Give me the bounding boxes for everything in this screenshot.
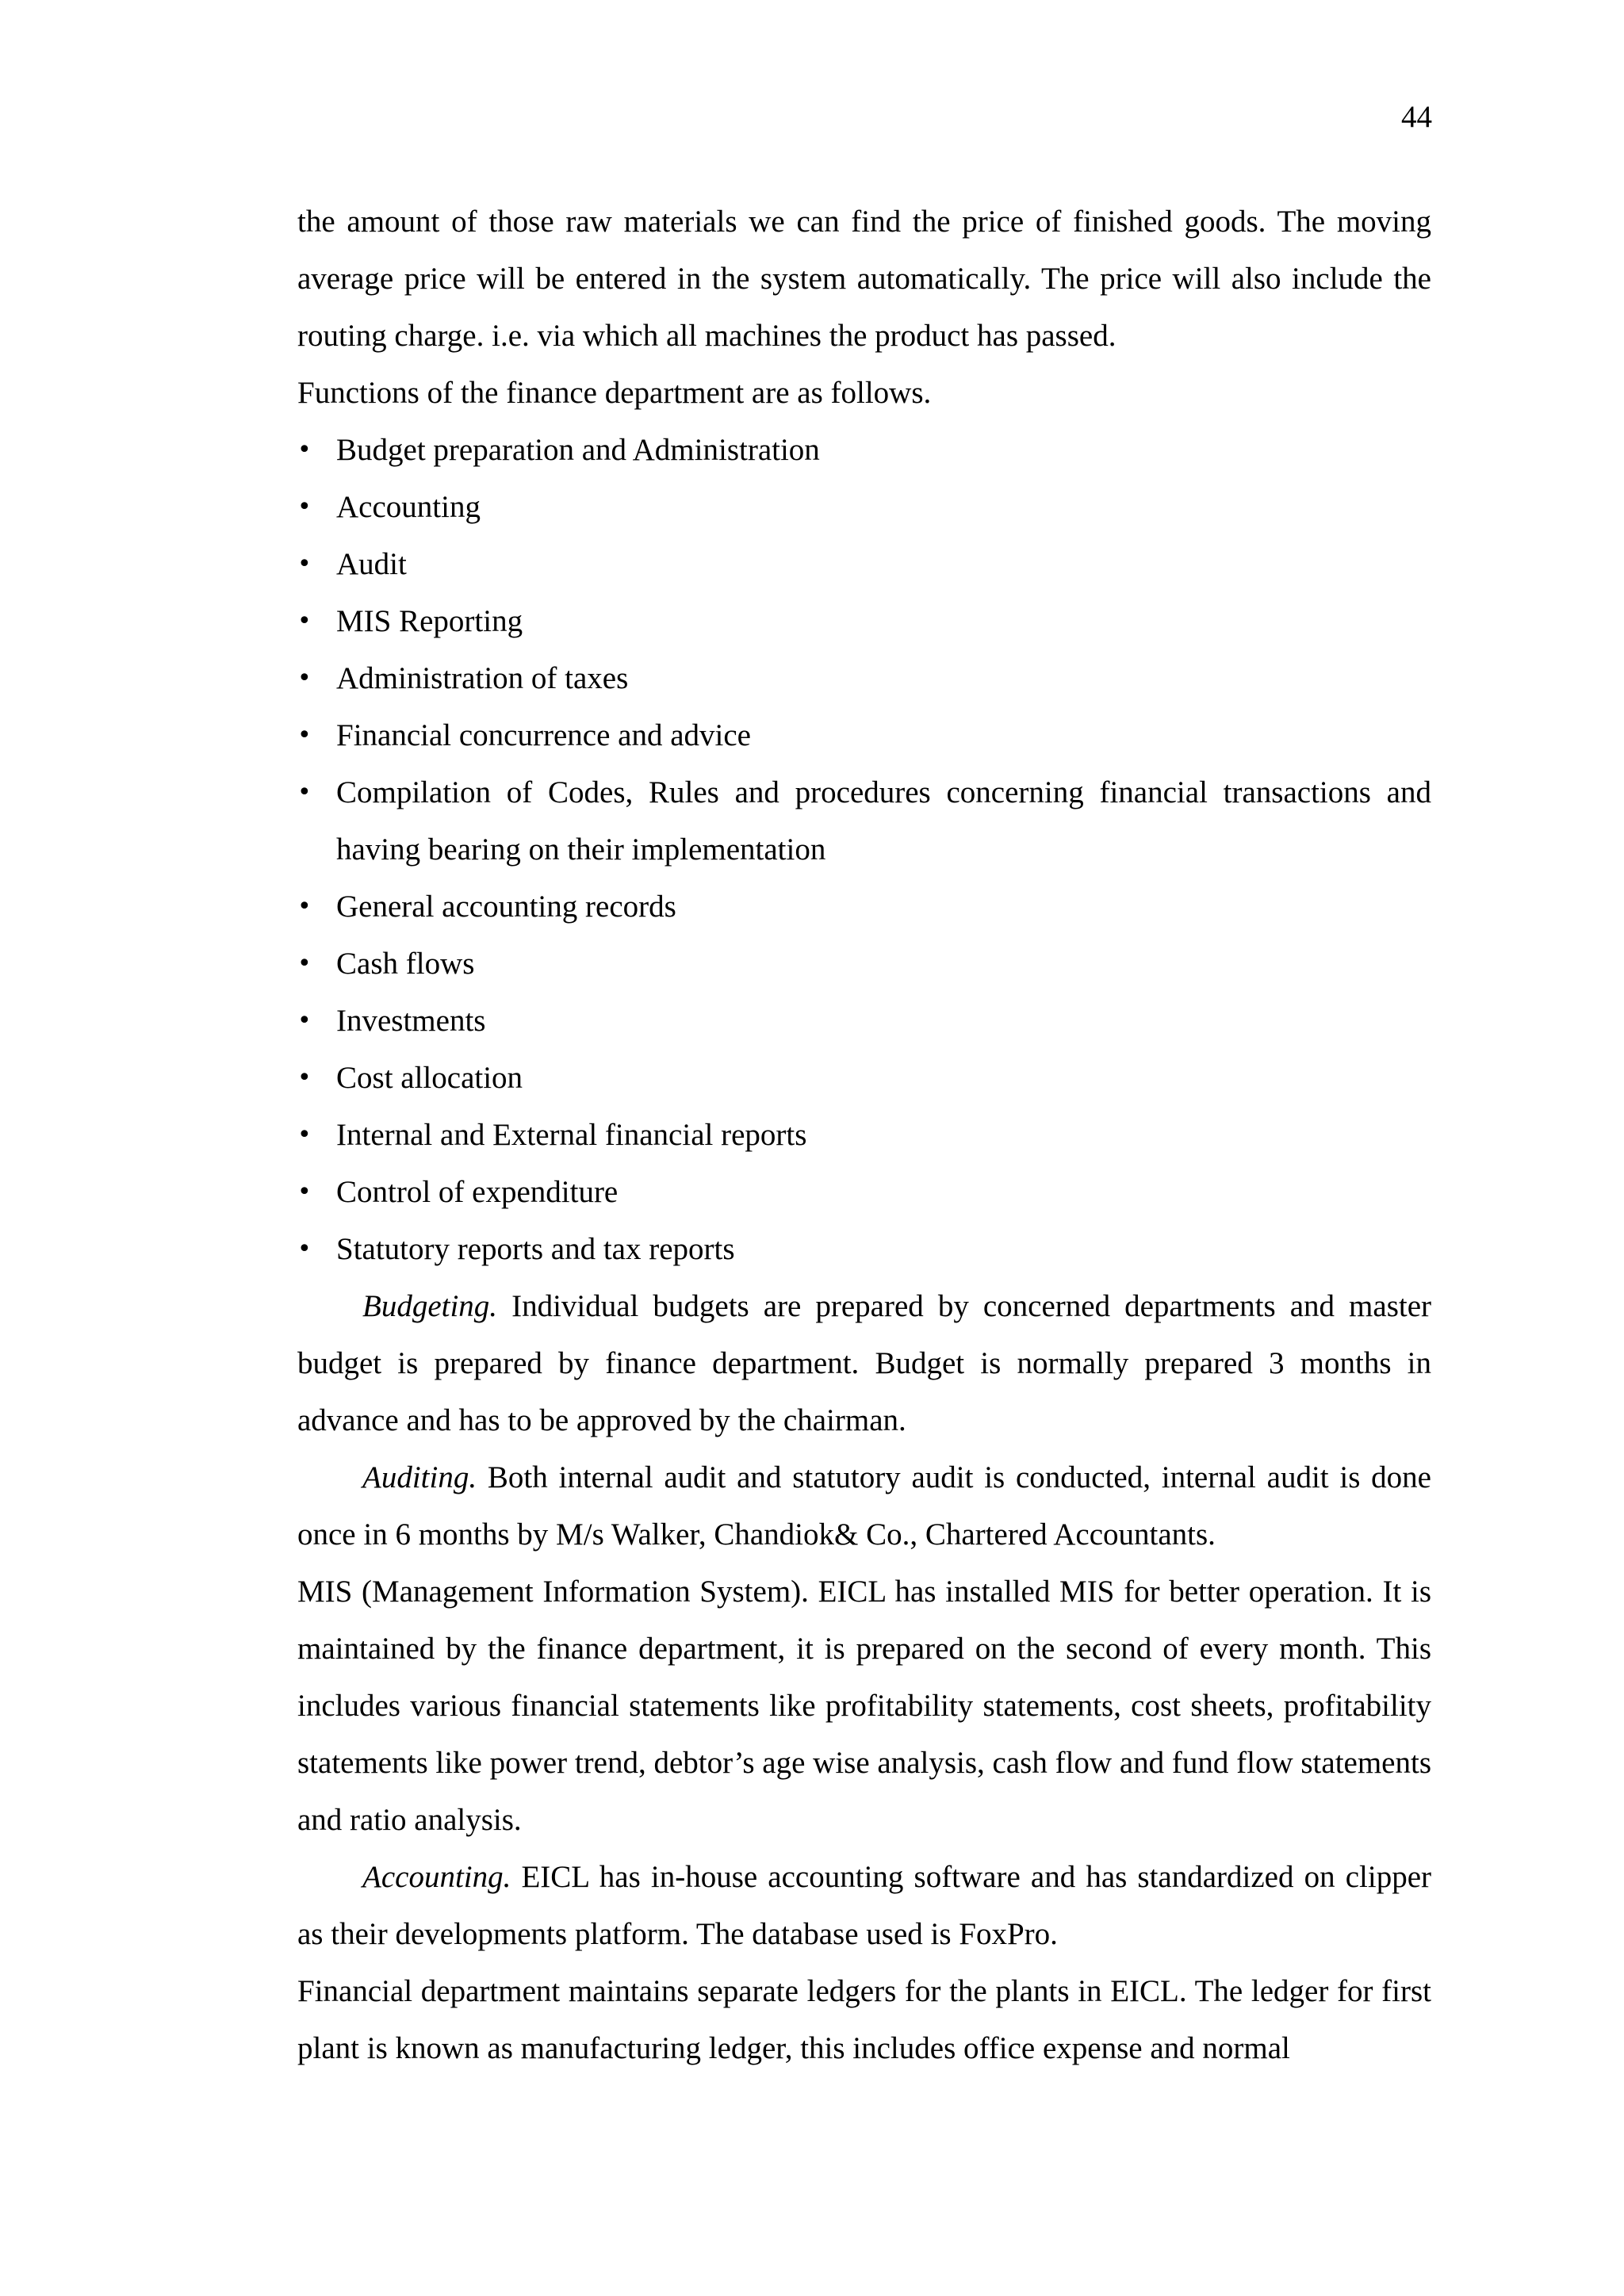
page-content bbox=[297, 193, 1431, 2077]
bullet-icon: • bbox=[297, 950, 312, 978]
bullet-icon: • bbox=[297, 1121, 312, 1149]
list-item-text: Budget preparation and Administration bbox=[336, 433, 820, 467]
bullet-icon: • bbox=[297, 1235, 312, 1263]
ledger-paragraph: Financial department maintains separate ledgers for the plants in EICL. The ledger for first plant is known as manufacturing ledger, this includes office expense and normal bbox=[297, 1974, 1431, 2065]
list-item bbox=[297, 422, 1431, 479]
accounting-heading: Accounting. bbox=[362, 1860, 511, 1894]
list-item bbox=[297, 993, 1431, 1050]
list-item bbox=[297, 593, 1431, 650]
auditing-paragraph bbox=[297, 1449, 1431, 1563]
bullet-icon: • bbox=[297, 1178, 312, 1206]
list-item-text: Cost allocation bbox=[336, 1061, 523, 1095]
auditing-heading: Auditing. bbox=[362, 1460, 477, 1494]
list-item-text: MIS Reporting bbox=[336, 604, 523, 638]
list-item bbox=[297, 1221, 1431, 1278]
list-item bbox=[297, 479, 1431, 536]
list-item bbox=[297, 650, 1431, 707]
list-item bbox=[297, 936, 1431, 993]
list-item-text: Accounting bbox=[336, 490, 481, 524]
budgeting-heading: Budgeting. bbox=[362, 1289, 498, 1323]
bullet-icon: • bbox=[297, 1007, 312, 1035]
bullet-icon: • bbox=[297, 607, 312, 635]
list-item bbox=[297, 764, 1431, 878]
bullet-icon: • bbox=[297, 493, 312, 521]
list-item bbox=[297, 1164, 1431, 1221]
functions-list bbox=[297, 422, 1431, 1278]
page-number: 44 bbox=[1401, 100, 1432, 134]
bullet-icon: • bbox=[297, 436, 312, 464]
list-item-text: Cash flows bbox=[336, 947, 475, 981]
list-item-text: Control of expenditure bbox=[336, 1175, 619, 1209]
list-item-text: Investments bbox=[336, 1004, 486, 1038]
bullet-icon: • bbox=[297, 779, 312, 806]
mis-paragraph: MIS (Management Information System). EICL has installed MIS for better operation. It is maintained by the finance department, it is prepared on the second of every month. This includes various financial statements like profitability statements, cost sheets, profitability statements like power trend, debtor’s age wise analysis, cash flow and fund flow statements and ratio analysis. bbox=[297, 1575, 1431, 1837]
list-item-text: Audit bbox=[336, 547, 407, 581]
list-item-text: Internal and External financial reports bbox=[336, 1118, 807, 1152]
bullet-icon: • bbox=[297, 1064, 312, 1092]
list-item bbox=[297, 707, 1431, 764]
list-item-text: Financial concurrence and advice bbox=[336, 718, 751, 752]
list-item bbox=[297, 1050, 1431, 1107]
budgeting-text: Individual budgets are prepared by concerned departments and master budget is prepared by finance department. Budget is normally prepared 3 months in advance and has to be approved by the chairman. bbox=[297, 1289, 1431, 1437]
list-item-text: Statutory reports and tax reports bbox=[336, 1232, 735, 1266]
bullet-icon: • bbox=[297, 664, 312, 692]
accounting-text: EICL has in-house accounting software and has standardized on clipper as their developments platform. The database used is FoxPro. bbox=[297, 1860, 1431, 1951]
list-item bbox=[297, 1107, 1431, 1164]
functions-intro: Functions of the finance department are as follows. bbox=[297, 376, 932, 410]
accounting-paragraph bbox=[297, 1849, 1431, 1963]
bullet-icon: • bbox=[297, 550, 312, 578]
bullet-icon: • bbox=[297, 893, 312, 920]
list-item-text: Administration of taxes bbox=[336, 661, 629, 695]
list-item-text: Compilation of Codes, Rules and procedures concerning financial transactions and having bearing on their implementation bbox=[336, 775, 1431, 867]
bullet-icon: • bbox=[297, 721, 312, 749]
list-item bbox=[297, 536, 1431, 593]
list-item bbox=[297, 878, 1431, 936]
auditing-text: Both internal audit and statutory audit is conducted, internal audit is done once in 6 months by M/s Walker, Chandiok& Co., Chartered Accountants. bbox=[297, 1460, 1431, 1552]
list-item-text: General accounting records bbox=[336, 890, 676, 924]
intro-paragraph: the amount of those raw materials we can find the price of finished goods. The moving average price will be entered in the system automatically. The price will also include the routing charge. i.e. via which all machines the product has passed. bbox=[297, 205, 1431, 353]
budgeting-paragraph bbox=[297, 1278, 1431, 1449]
